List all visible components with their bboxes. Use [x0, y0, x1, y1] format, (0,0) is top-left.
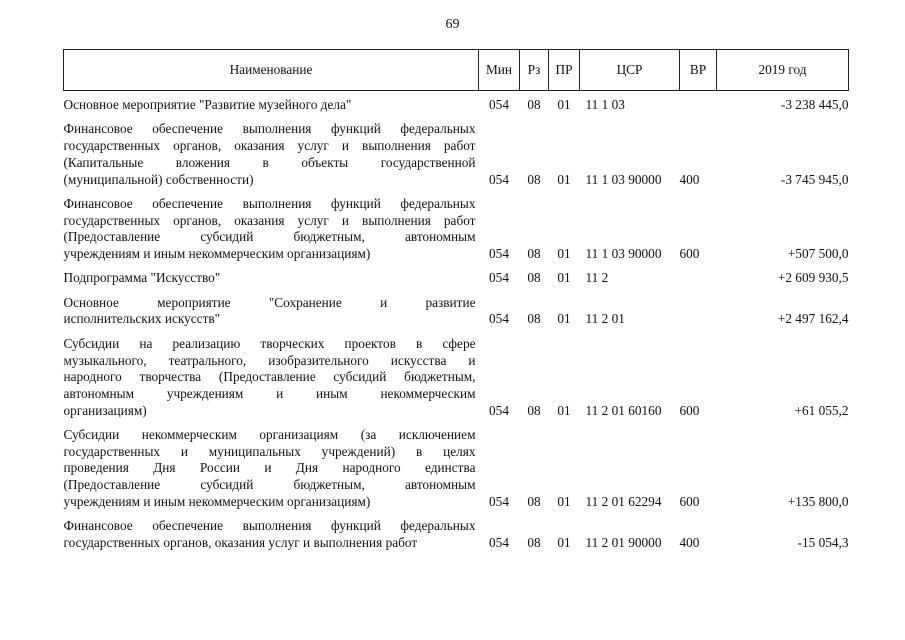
row-name-line: Финансовое обеспечение выполнения функций федеральных	[63, 518, 476, 534]
row-name-line: государственных и муниципальных учреждений) в целях	[63, 443, 476, 459]
table-row	[64, 336, 849, 427]
header-rz: Рз	[520, 50, 549, 91]
table-row	[64, 295, 849, 336]
row-name-line: Финансовое обеспечение выполнения функций федеральных	[63, 121, 476, 137]
row-pr: 01	[557, 270, 571, 286]
row-min: 054	[489, 246, 509, 261]
row-rz: 08	[527, 311, 541, 327]
row-amount: +2 609 930,5	[777, 270, 849, 286]
row-name-line: государственных органов, оказания услуг и выполнения работ	[63, 212, 476, 228]
row-min: 054	[489, 270, 509, 286]
row-name	[64, 196, 479, 271]
row-name	[64, 518, 479, 559]
row-name-line: Подпрограмма "Искусство"	[63, 270, 221, 286]
row-name-line: народного творчества (Предоставление субсидий бюджетным,	[63, 369, 476, 385]
row-rz: 08	[527, 270, 541, 286]
page-number: 69	[445, 17, 460, 32]
row-name	[64, 336, 479, 427]
header-name: Наименование	[64, 50, 479, 91]
table-body	[64, 91, 849, 560]
row-vr: 400	[679, 171, 700, 187]
row-amount: -15 054,3	[797, 534, 849, 550]
row-vr: 400	[679, 534, 700, 550]
row-csr: 11 1 03 90000	[585, 171, 662, 187]
row-name	[64, 427, 479, 518]
row-name-line: организациям)	[63, 402, 147, 418]
row-name-line: Субсидии на реализацию творческих проектов в сфере	[63, 335, 476, 351]
header-year: 2019 год	[717, 50, 849, 91]
row-vr	[680, 91, 717, 122]
row-name-line: учреждениям и иным некоммерческим организациям)	[63, 246, 371, 261]
row-min: 054	[489, 311, 509, 327]
row-amount: -3 238 445,0	[780, 97, 849, 112]
row-min: 054	[489, 493, 509, 509]
table-row	[64, 196, 849, 271]
row-pr: 01	[557, 534, 571, 550]
table-row	[64, 518, 849, 559]
row-csr: 11 1 03 90000	[585, 246, 662, 261]
row-csr: 11 2 01 90000	[585, 534, 662, 550]
table-row	[64, 91, 849, 122]
row-csr: 11 2 01 60160	[585, 402, 662, 418]
row-rz: 08	[527, 402, 541, 418]
row-amount: +2 497 162,4	[777, 311, 849, 327]
row-name-line: государственных органов, оказания услуг и выполнения работ	[63, 534, 418, 550]
row-name-line: (Предоставление субсидий бюджетным, автономным	[63, 229, 476, 245]
row-min: 054	[489, 402, 509, 418]
budget-table	[63, 49, 849, 559]
row-name-line: Основное мероприятие "Сохранение и развитие	[63, 294, 476, 310]
row-name	[64, 270, 479, 294]
row-csr: 11 2 01 62294	[585, 493, 662, 509]
row-rz: 08	[527, 246, 541, 261]
table-row	[64, 427, 849, 518]
row-name-line: Основное мероприятие "Развитие музейного дела"	[63, 97, 352, 112]
row-name-line: Финансовое обеспечение выполнения функций федеральных	[63, 195, 476, 211]
table-row	[64, 121, 849, 196]
row-csr: 11 2 01	[585, 311, 625, 327]
row-name-line: проведения Дня России и Дня народного единства	[63, 460, 476, 476]
row-pr: 01	[557, 246, 571, 261]
row-pr: 01	[557, 493, 571, 509]
row-name	[64, 295, 479, 336]
header-csr: ЦСР	[580, 50, 680, 91]
row-name-line: (муниципальной) собственности)	[63, 171, 254, 187]
row-name-line: (Предоставление субсидий бюджетным, автономным	[63, 477, 476, 493]
row-pr: 01	[557, 171, 571, 187]
row-amount: +507 500,0	[787, 246, 849, 261]
row-csr: 11 1 03	[585, 97, 625, 112]
row-name-line: исполнительских искусств"	[63, 311, 221, 327]
row-vr	[680, 295, 717, 336]
row-name-line: Субсидии некоммерческим организациям (за исключением	[63, 427, 476, 443]
row-min: 054	[489, 534, 509, 550]
row-pr: 01	[557, 97, 571, 112]
row-pr: 01	[557, 402, 571, 418]
row-amount: +61 055,2	[794, 402, 849, 418]
row-vr: 600	[679, 402, 700, 418]
row-amount: +135 800,0	[787, 493, 849, 509]
row-vr	[680, 270, 717, 294]
row-name-line: учреждениям и иным некоммерческим организациям)	[63, 493, 371, 509]
table-row	[64, 270, 849, 294]
header-pr: ПР	[549, 50, 580, 91]
row-rz: 08	[527, 171, 541, 187]
row-name-line: музыкального, театрального, изобразительного искусства и	[63, 352, 476, 368]
row-name-line: автономным учреждениям и иным некоммерческим	[63, 385, 476, 401]
row-amount: -3 745 945,0	[780, 171, 849, 187]
row-rz: 08	[527, 493, 541, 509]
row-csr: 11 2	[585, 270, 609, 286]
row-min: 054	[489, 171, 509, 187]
row-name-line: государственных органов, оказания услуг и выполнения работ	[63, 138, 476, 154]
row-name	[64, 121, 479, 196]
row-rz: 08	[527, 534, 541, 550]
row-name	[64, 91, 479, 122]
row-min: 054	[489, 97, 509, 112]
row-name-line: (Капитальные вложения в объекты государственной	[63, 154, 476, 170]
row-vr: 600	[679, 246, 700, 261]
header-vr: ВР	[680, 50, 717, 91]
table-header	[64, 50, 849, 91]
row-vr: 600	[679, 493, 700, 509]
row-pr: 01	[557, 311, 571, 327]
header-min: Мин	[479, 50, 520, 91]
row-rz: 08	[527, 97, 541, 112]
